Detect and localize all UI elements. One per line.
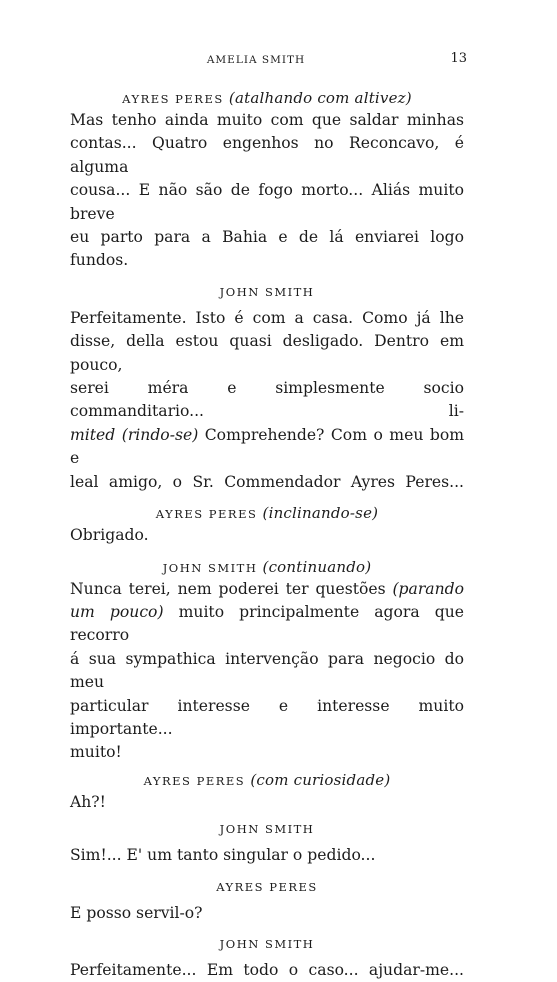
speech-line: Perfeitamente. Isto é com a casa. Como já lhe <box>70 308 464 327</box>
speech <box>70 844 464 867</box>
speech <box>70 902 464 925</box>
speaker-name: AYRES PERES <box>216 879 318 894</box>
speech-line: serei méra e simplesmente socio commanditario... li- <box>70 379 464 421</box>
speaker-heading <box>70 934 464 954</box>
speech-line: disse, della estou quasi desligado. Dentro em pouco, <box>70 332 464 374</box>
speech-line: Perfeitamente... Em todo o caso... ajudar-me... <box>70 960 464 979</box>
speaker-name: AYRES PERES <box>122 92 224 106</box>
speech-line: Obrigado. <box>70 526 149 545</box>
speech-line: contas... Quatro engenhos no Reconcavo, é alguma <box>70 134 464 176</box>
speech-line: muito! <box>70 743 122 762</box>
speaker-name: JOHN SMITH <box>219 822 315 837</box>
running-title: AMELIA SMITH <box>206 54 306 66</box>
speech <box>70 524 464 547</box>
speech-line: Sim!... E' um tanto singular o pedido... <box>70 846 376 865</box>
speaker-name: JOHN SMITH <box>219 284 315 299</box>
speech <box>70 578 464 765</box>
speech-line: Mas tenho ainda muito com que saldar minhas <box>70 111 464 129</box>
speech <box>70 307 464 494</box>
dialogue-text <box>70 88 464 982</box>
stage-direction: (com curiosidade) <box>250 770 391 789</box>
speaker-name: AYRES PERES <box>143 773 246 788</box>
speaker-heading <box>70 557 464 578</box>
speaker-name: JOHN SMITH <box>219 936 315 951</box>
speech-line: leal amigo, o Sr. Commendador Ayres Peres... <box>70 472 464 491</box>
speaker-heading <box>70 877 464 897</box>
speaker-heading <box>70 819 464 839</box>
speech-line: particular interesse e interesse muito importante... <box>70 696 464 738</box>
speech-line: Ah?! <box>70 792 106 811</box>
speaker-heading <box>70 770 464 791</box>
speaker-name: JOHN SMITH <box>162 560 258 575</box>
stage-direction: (atalhando com altivez) <box>228 89 412 107</box>
speaker-heading <box>70 503 464 524</box>
speech <box>70 109 464 273</box>
speech <box>70 791 464 814</box>
speech-line: cousa... E não são de fogo morto... Aliás muito breve <box>70 181 464 223</box>
speaker-name: AYRES PERES <box>155 507 258 522</box>
speech-line: um pouco) muito principalmente agora que recorro <box>70 602 464 645</box>
speaker-heading <box>70 88 464 109</box>
stage-direction: (continuando) <box>262 557 372 576</box>
speech-line: á sua sympathica intervenção para negocio do meu <box>70 649 464 692</box>
speech-line: eu parto para a Bahia e de lá enviarei logo fundos. <box>70 228 464 270</box>
stage-direction: (inclinando-se) <box>262 504 379 523</box>
page-number: 13 <box>450 51 467 66</box>
speaker-heading <box>70 282 464 302</box>
running-header <box>0 50 557 70</box>
speech-line: mited (rindo-se) Comprehende? Com o meu bom e <box>70 425 464 468</box>
speech <box>70 959 464 982</box>
speech-line: Nunca terei, nem poderei ter questões (parando <box>70 579 464 598</box>
speech-line: E posso servil-o? <box>70 903 203 922</box>
